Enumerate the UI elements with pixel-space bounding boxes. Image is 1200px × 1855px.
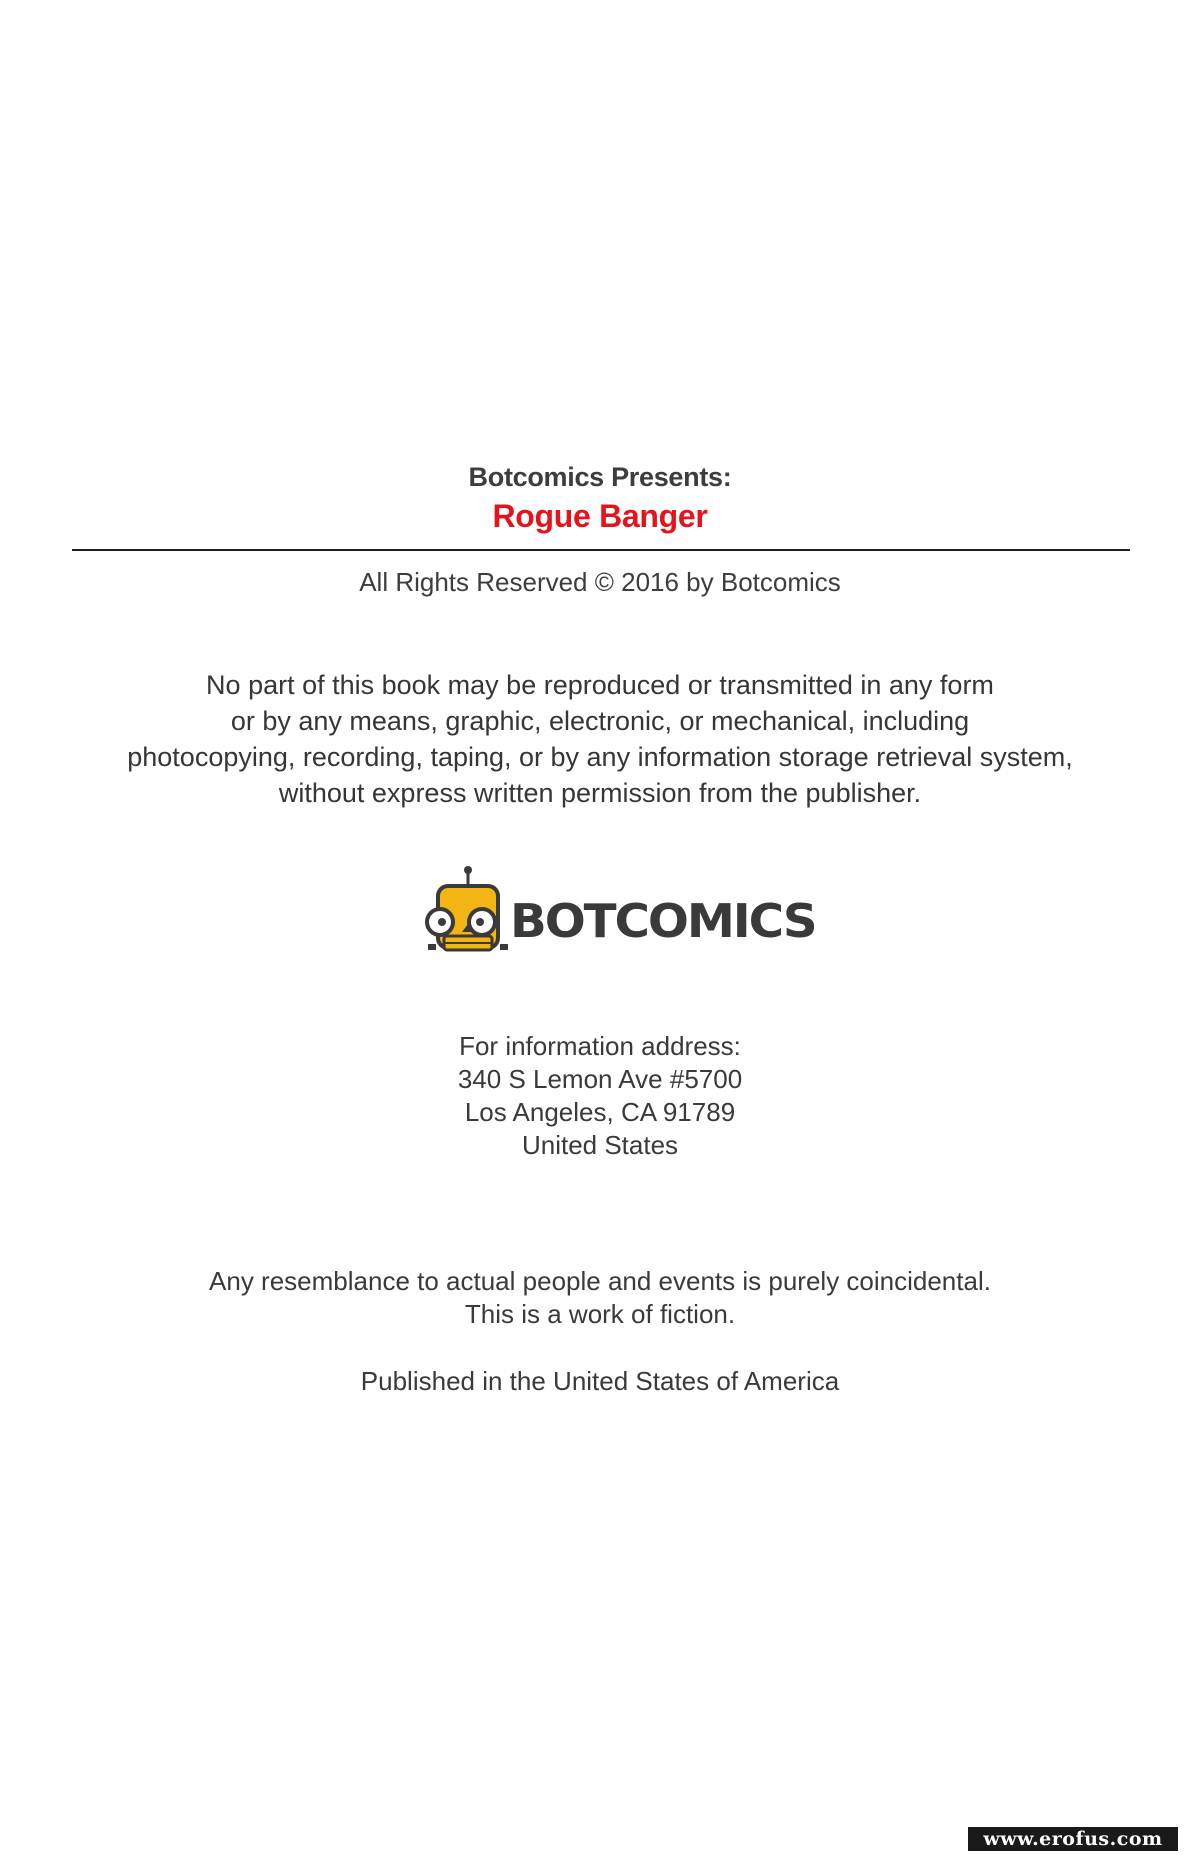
presents-heading: Botcomics Presents: bbox=[468, 462, 732, 492]
logo-wordmark: BOTCOMICS bbox=[510, 894, 816, 948]
published-note: Published in the United States of America bbox=[360, 1366, 840, 1396]
book-title: Rogue Banger bbox=[492, 498, 708, 534]
contact-address bbox=[0, 1030, 1200, 1162]
legal-line: or by any means, graphic, electronic, or mechanical, including bbox=[230, 706, 970, 736]
legal-line: without express written permission from the publisher. bbox=[278, 778, 922, 808]
address-line: Los Angeles, CA 91789 bbox=[464, 1097, 736, 1127]
address-line: 340 S Lemon Ave #5700 bbox=[457, 1064, 743, 1094]
fiction-disclaimer bbox=[0, 1265, 1200, 1331]
rights-reserved: All Rights Reserved © 2016 by Botcomics bbox=[359, 567, 841, 597]
address-line: United States bbox=[521, 1130, 679, 1160]
divider-rule bbox=[72, 549, 1130, 551]
disclaimer-line: Any resemblance to actual people and events is purely coincidental. bbox=[209, 1266, 991, 1296]
legal-notice bbox=[0, 667, 1200, 811]
site-watermark: www.erofus.com bbox=[968, 1827, 1178, 1851]
disclaimer-line: This is a work of fiction. bbox=[464, 1299, 736, 1329]
legal-line: No part of this book may be reproduced or transmitted in any form bbox=[206, 670, 994, 700]
legal-line: photocopying, recording, taping, or by any information storage retrieval system, bbox=[127, 742, 1073, 772]
address-line: For information address: bbox=[459, 1031, 741, 1061]
